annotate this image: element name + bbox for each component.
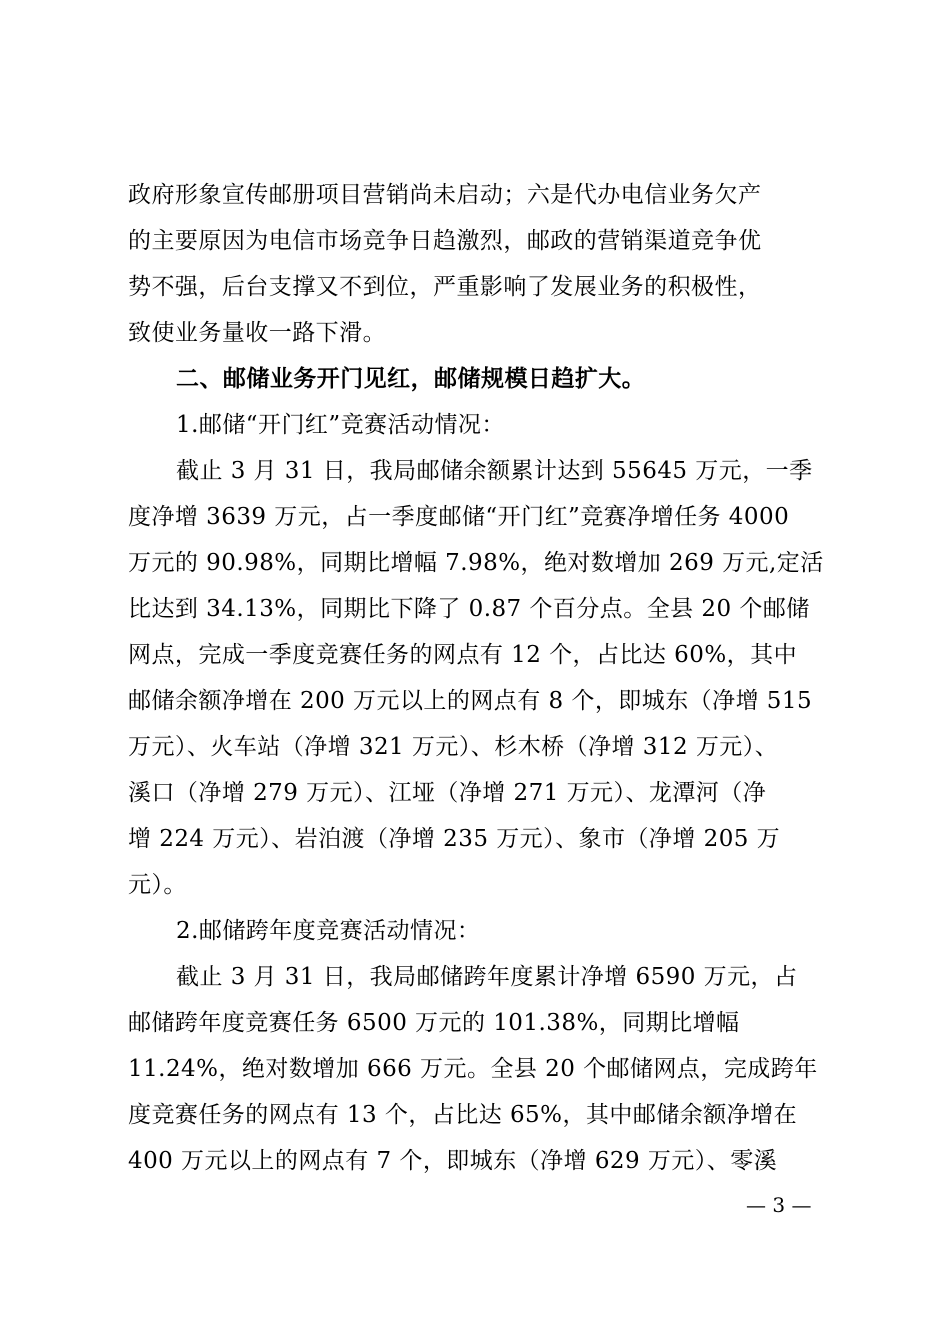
paragraph-line: 度净增 3639 万元，占一季度邮储“开门红”竞赛净增任务 4000 (128, 504, 790, 530)
paragraph-line: 元）。 (128, 872, 187, 898)
section-heading: 二、邮储业务开门见红，邮储规模日趋扩大。 (176, 366, 646, 392)
page-number: — 3 — (746, 1193, 812, 1217)
paragraph-line: 邮储跨年度竞赛任务 6500 万元的 101.38%，同期比增幅 (128, 1010, 740, 1036)
paragraph-line: 网点，完成一季度竞赛任务的网点有 12 个，占比达 60%，其中 (128, 642, 798, 668)
paragraph-line: 万元）、火车站（净增 321 万元）、杉木桥（净增 312 万元）、 (128, 734, 779, 760)
paragraph-line: 比达到 34.13%，同期比下降了 0.87 个百分点。全县 20 个邮储 (128, 596, 810, 622)
paragraph-line: 致使业务量收一路下滑。 (128, 320, 387, 346)
paragraph-line: 的主要原因为电信市场竞争日趋激烈，邮政的营销渠道竞争优 (128, 228, 762, 254)
paragraph-line: 度竞赛任务的网点有 13 个，占比达 65%，其中邮储余额净增在 (128, 1102, 798, 1128)
subsection-heading: 2.邮储跨年度竞赛活动情况： (176, 918, 481, 944)
paragraph-line: 邮储余额净增在 200 万元以上的网点有 8 个，即城东（净增 515 (128, 688, 813, 714)
paragraph-line: 11.24%，绝对数增加 666 万元。全县 20 个邮储网点，完成跨年 (128, 1056, 818, 1082)
paragraph-line: 溪口（净增 279 万元）、江垭（净增 271 万元）、龙潭河（净 (128, 780, 767, 806)
paragraph-line: 势不强，后台支撑又不到位，严重影响了发展业务的积极性， (128, 274, 762, 300)
paragraph-line: 万元的 90.98%，同期比增幅 7.98%，绝对数增加 269 万元,定活 (128, 550, 824, 576)
paragraph-line: 截止 3 月 31 日，我局邮储跨年度累计净增 6590 万元，占 (176, 964, 798, 990)
paragraph-line: 政府形象宣传邮册项目营销尚未启动；六是代办电信业务欠产 (128, 182, 762, 208)
paragraph-line: 增 224 万元）、岩泊渡（净增 235 万元）、象市（净增 205 万 (128, 826, 781, 852)
paragraph-line: 400 万元以上的网点有 7 个，即城东（净增 629 万元）、零溪 (128, 1148, 778, 1174)
paragraph-line: 截止 3 月 31 日，我局邮储余额累计达到 55645 万元，一季 (176, 458, 813, 484)
subsection-heading: 1.邮储“开门红”竞赛活动情况： (176, 412, 505, 438)
